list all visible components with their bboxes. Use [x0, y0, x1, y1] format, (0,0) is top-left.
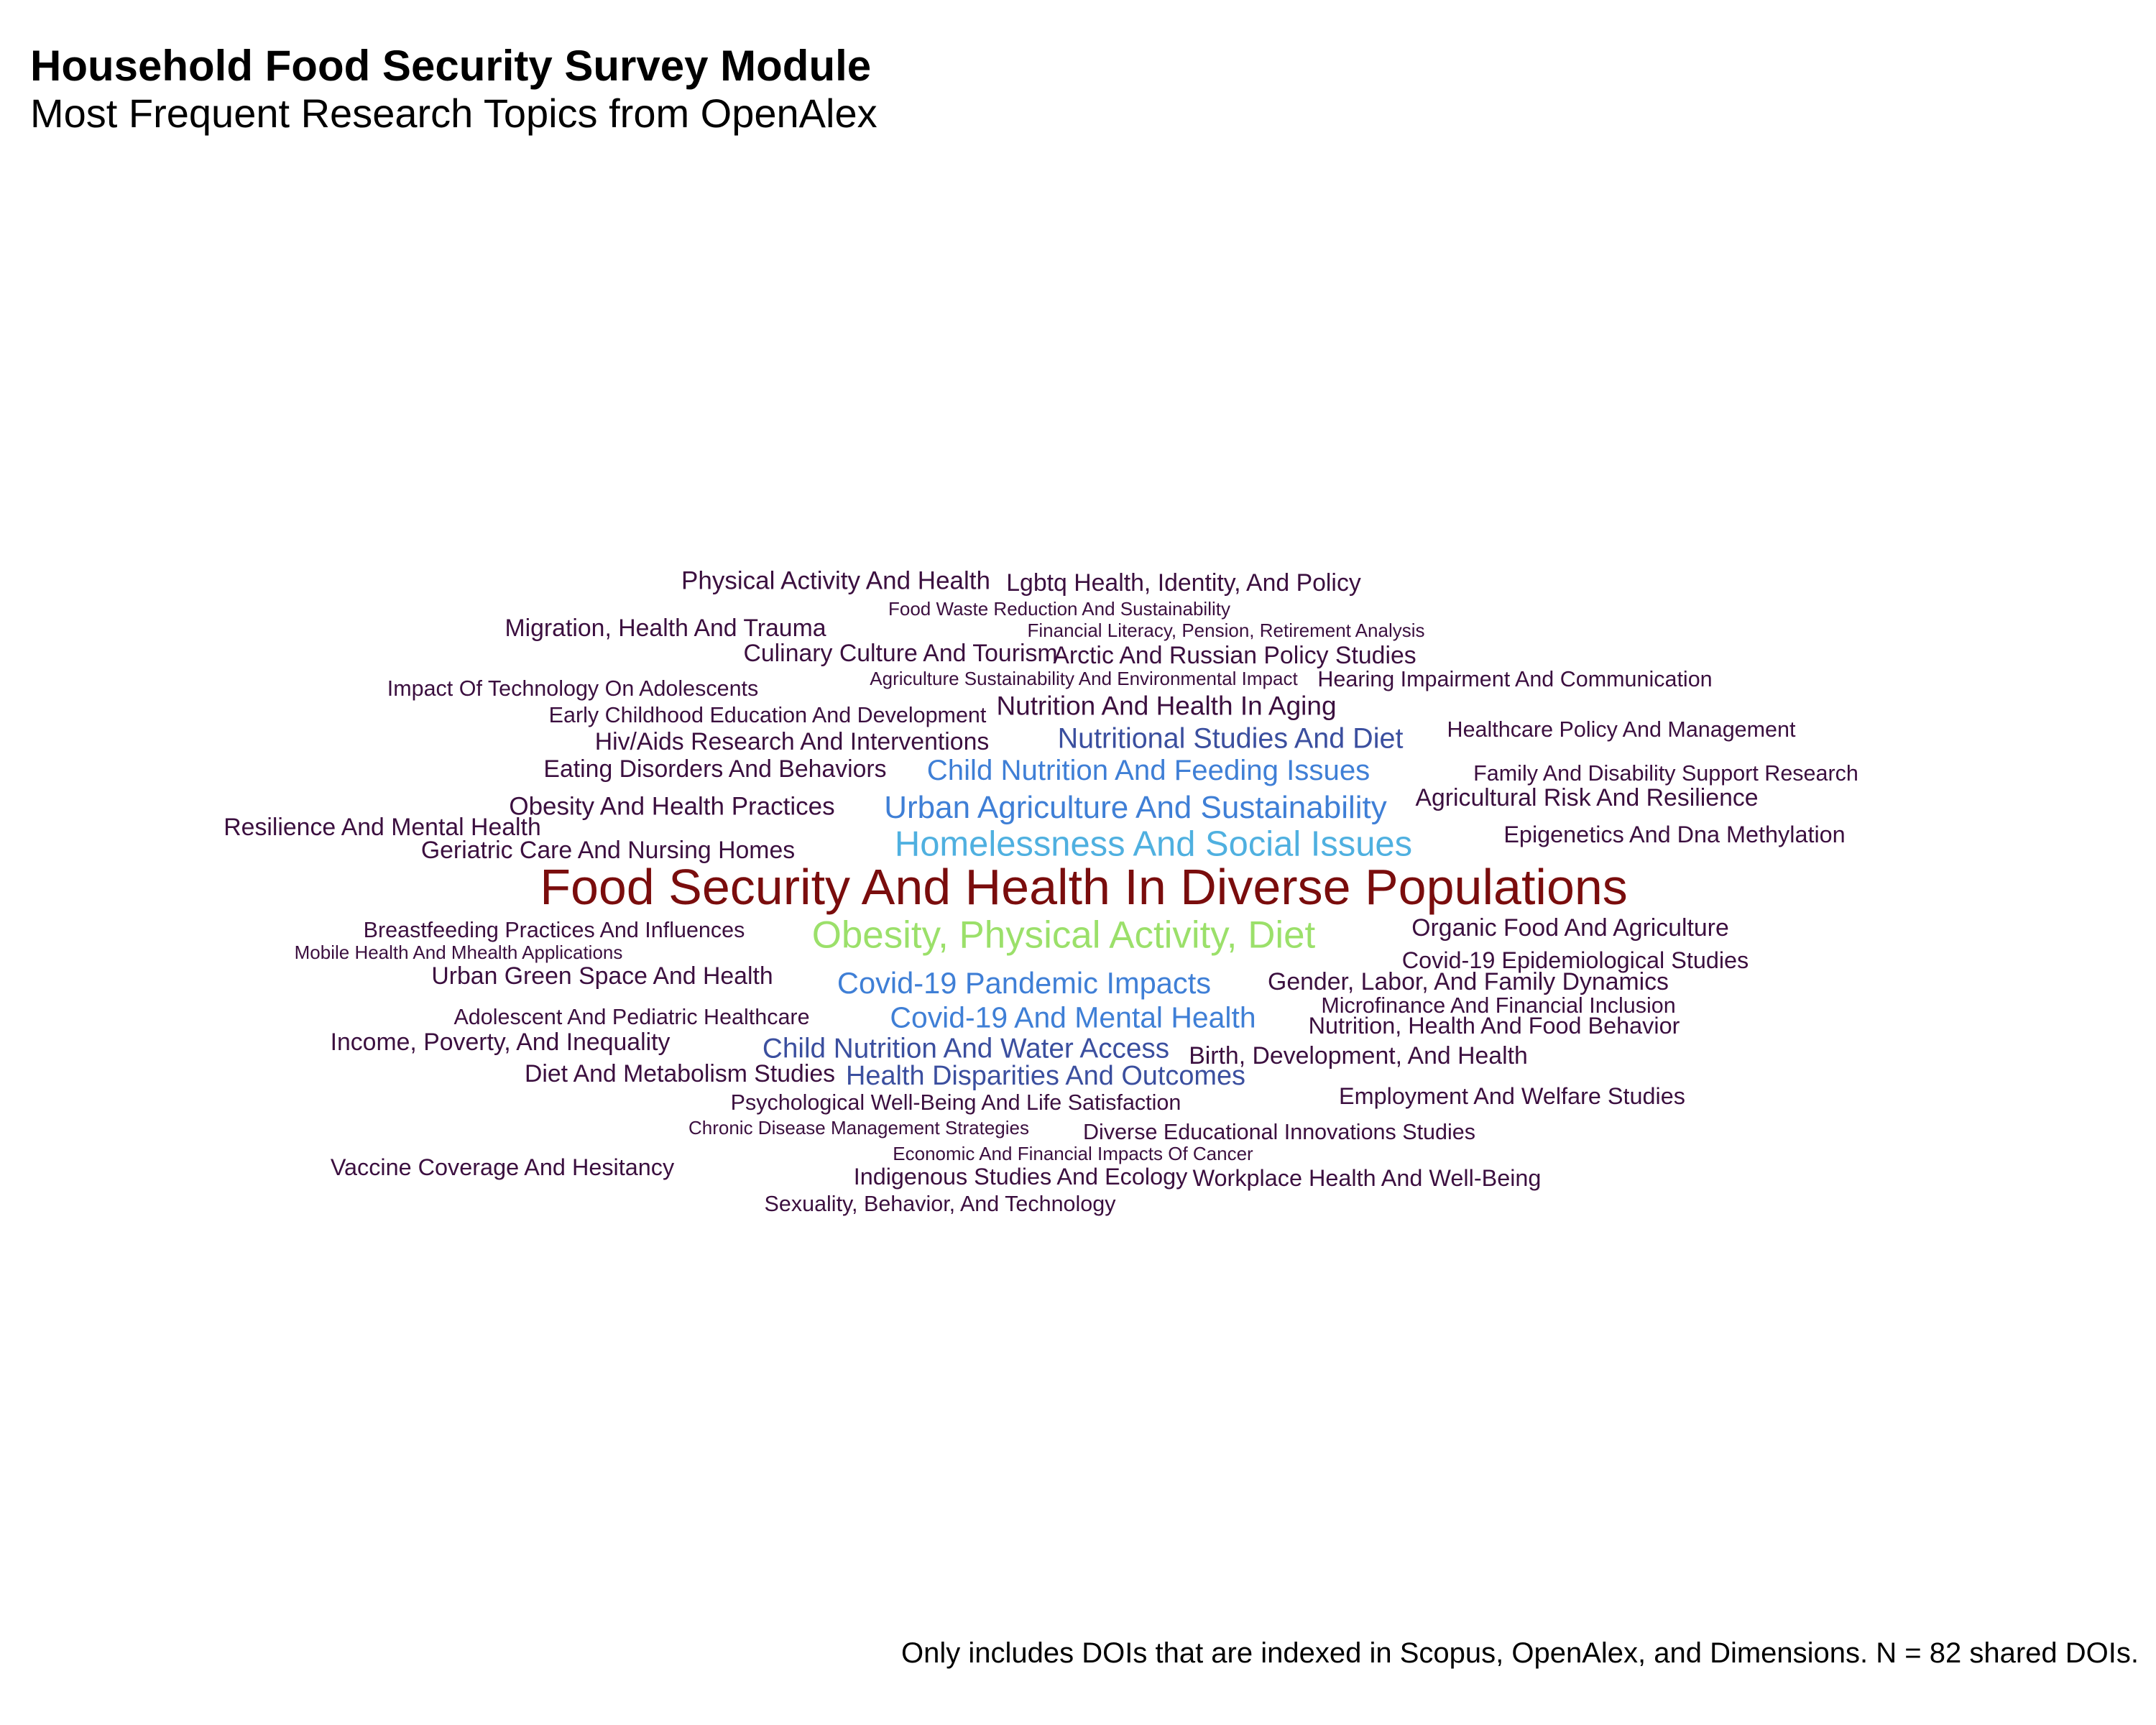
- cloud-word: Financial Literacy, Pension, Retirement Analysis: [1027, 620, 1425, 641]
- cloud-word: Hearing Impairment And Communication: [1317, 666, 1713, 691]
- cloud-word: Microfinance And Financial Inclusion: [1321, 993, 1676, 1018]
- cloud-word: Hiv/Aids Research And Interventions: [594, 728, 990, 756]
- cloud-word: Agricultural Risk And Resilience: [1415, 784, 1759, 812]
- chart-caption: Only includes DOIs that are indexed in Scopus, OpenAlex, and Dimensions. N = 82 shared DOIs.: [901, 1637, 2139, 1669]
- cloud-word: Eating Disorders And Behaviors: [543, 755, 887, 783]
- cloud-word: Breastfeeding Practices And Influences: [363, 917, 745, 942]
- cloud-word: Nutrition, Health And Food Behavior: [1308, 1012, 1680, 1039]
- cloud-word: Gender, Labor, And Family Dynamics: [1268, 968, 1669, 996]
- cloud-word: Covid-19 Pandemic Impacts: [837, 966, 1212, 1000]
- cloud-word: Urban Green Space And Health: [431, 962, 773, 990]
- cloud-word: Resilience And Mental Health: [224, 814, 541, 842]
- cloud-word: Mobile Health And Mhealth Applications: [294, 942, 623, 963]
- cloud-word: Healthcare Policy And Management: [1447, 717, 1796, 742]
- cloud-word: Obesity And Health Practices: [509, 792, 835, 821]
- cloud-word: Urban Agriculture And Sustainability: [884, 790, 1387, 825]
- cloud-word: Vaccine Coverage And Hesitancy: [330, 1154, 675, 1180]
- cloud-word: Nutritional Studies And Diet: [1057, 722, 1404, 755]
- cloud-word: Workplace Health And Well-Being: [1192, 1164, 1542, 1191]
- cloud-word: Covid-19 Epidemiological Studies: [1401, 947, 1749, 973]
- cloud-word: Impact Of Technology On Adolescents: [387, 676, 759, 701]
- chart-title: Household Food Security Survey Module: [30, 42, 872, 90]
- chart-subtitle: Most Frequent Research Topics from OpenAlex: [30, 91, 877, 136]
- cloud-word: Arctic And Russian Policy Studies: [1053, 642, 1416, 670]
- cloud-word: Diet And Metabolism Studies: [524, 1060, 836, 1088]
- cloud-word: Lgbtq Health, Identity, And Policy: [1006, 569, 1361, 597]
- cloud-word: Physical Activity And Health: [681, 566, 990, 595]
- cloud-word: Economic And Financial Impacts Of Cancer: [893, 1143, 1253, 1164]
- cloud-word: Birth, Development, And Health: [1189, 1042, 1528, 1070]
- cloud-word: Early Childhood Education And Development: [548, 702, 987, 727]
- cloud-word: Health Disparities And Outcomes: [846, 1061, 1245, 1092]
- cloud-word: Adolescent And Pediatric Healthcare: [453, 1004, 810, 1029]
- cloud-word: Organic Food And Agriculture: [1411, 914, 1729, 942]
- cloud-word: Chronic Disease Management Strategies: [688, 1117, 1030, 1138]
- cloud-word: Employment And Welfare Studies: [1339, 1082, 1685, 1109]
- cloud-word: Food Waste Reduction And Sustainability: [888, 598, 1230, 620]
- cloud-word: Epigenetics And Dna Methylation: [1503, 821, 1846, 847]
- cloud-word: Indigenous Studies And Ecology: [853, 1163, 1188, 1190]
- cloud-word: Child Nutrition And Feeding Issues: [926, 753, 1370, 786]
- cloud-word: Agriculture Sustainability And Environmental Impact: [870, 668, 1298, 689]
- cloud-word: Geriatric Care And Nursing Homes: [420, 837, 796, 865]
- cloud-word: Nutrition And Health In Aging: [996, 691, 1337, 721]
- cloud-word: Migration, Health And Trauma: [505, 615, 826, 643]
- cloud-word: Homelessness And Social Issues: [894, 824, 1413, 864]
- cloud-word: Culinary Culture And Tourism: [743, 640, 1058, 668]
- cloud-word: Covid-19 And Mental Health: [890, 1000, 1256, 1034]
- cloud-word: Obesity, Physical Activity, Diet: [811, 914, 1316, 957]
- cloud-word: Sexuality, Behavior, And Technology: [764, 1191, 1116, 1216]
- cloud-word: Child Nutrition And Water Access: [762, 1033, 1170, 1064]
- cloud-word: Family And Disability Support Research: [1473, 760, 1858, 786]
- cloud-word: Diverse Educational Innovations Studies: [1083, 1119, 1475, 1144]
- cloud-word: Food Security And Health In Diverse Populations: [540, 859, 1628, 915]
- cloud-word: Psychological Well-Being And Life Satisfaction: [730, 1090, 1181, 1115]
- cloud-word: Income, Poverty, And Inequality: [330, 1029, 671, 1057]
